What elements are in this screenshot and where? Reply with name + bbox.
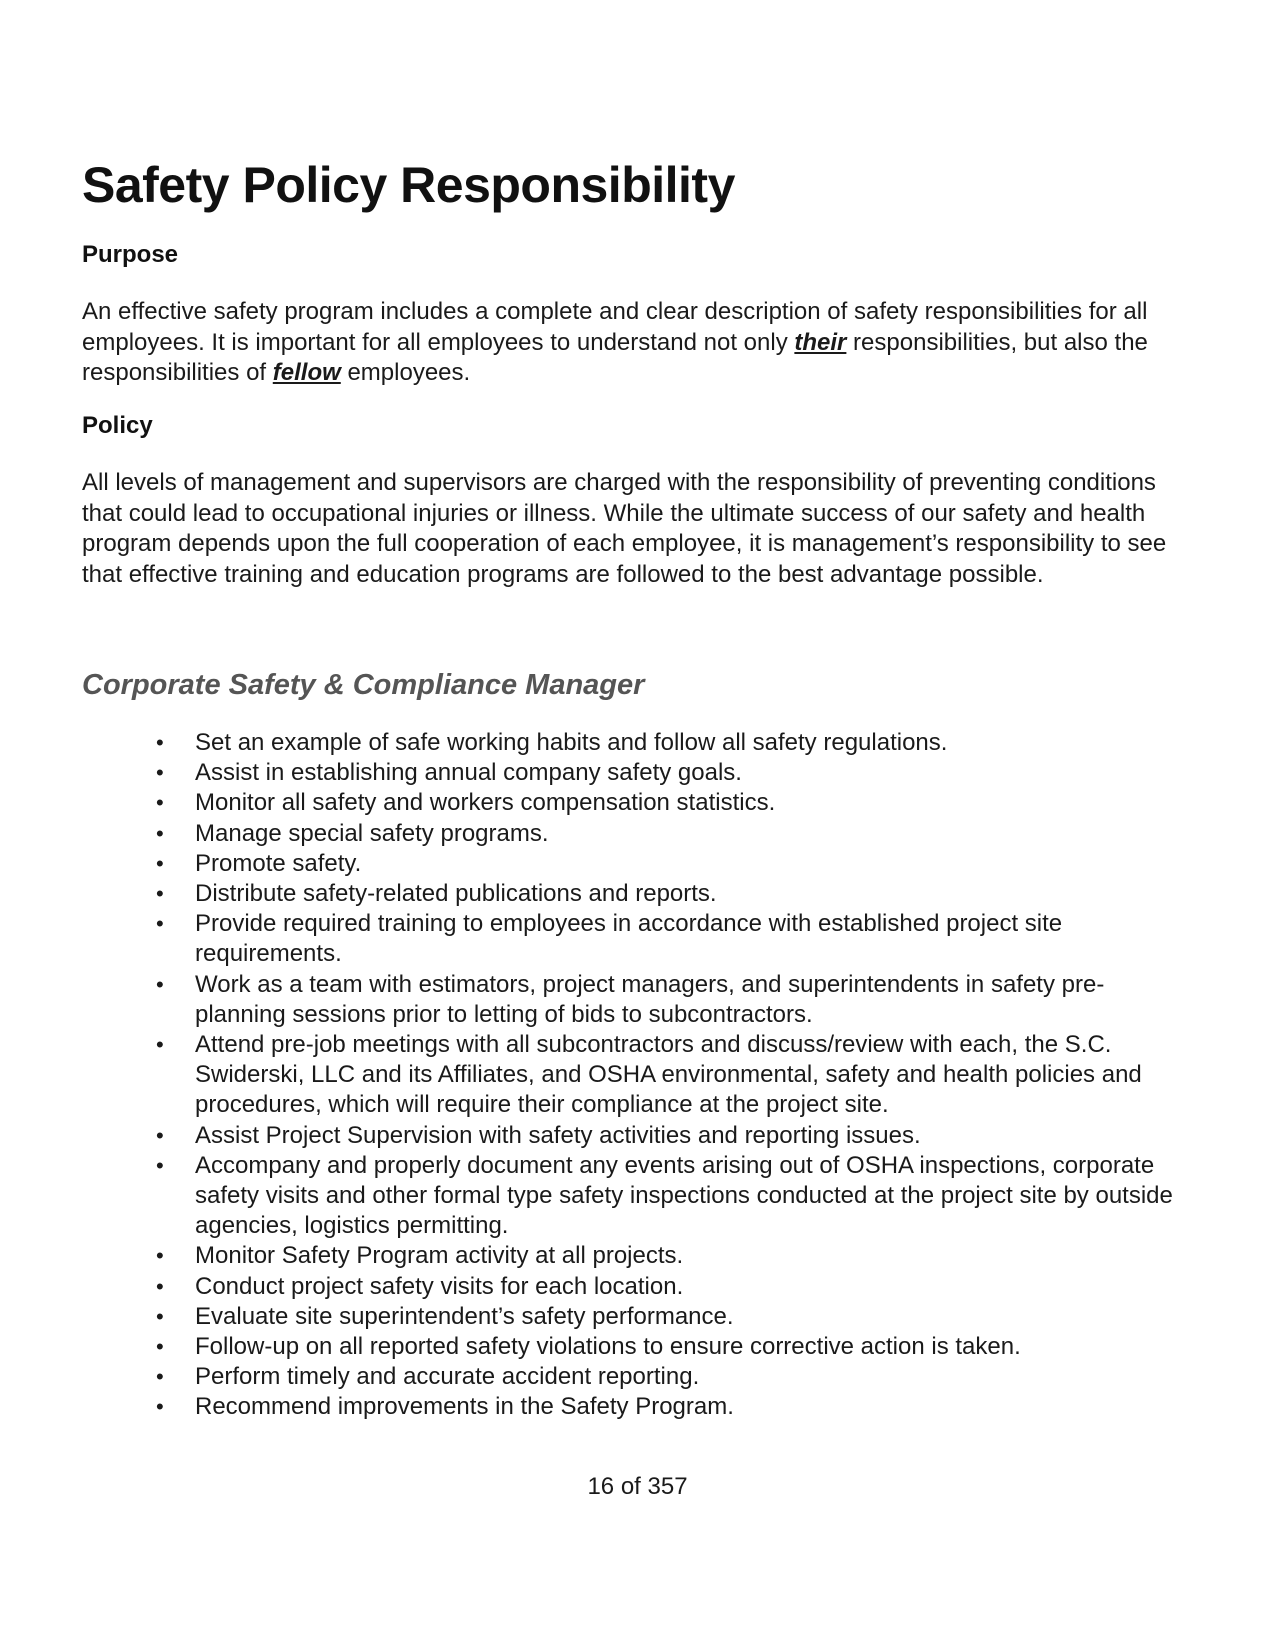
purpose-text-2: responsibilities, but also the responsibilities of	[82, 328, 1148, 386]
list-item-text: Distribute safety-related publications and reports.	[195, 880, 717, 908]
bullet-icon: •	[156, 1032, 164, 1058]
page-title: Safety Policy Responsibility	[82, 157, 735, 213]
emphasis-their: their	[794, 328, 847, 356]
list-item-text: Work as a team with estimators, project managers, and superintendents in safety pre-planning sessions prior to letting of bids to subcontractors.	[195, 970, 1105, 1028]
list-item-text: Monitor all safety and workers compensation statistics.	[195, 789, 776, 817]
bullet-icon: •	[156, 1364, 164, 1390]
purpose-text-1: An effective safety program includes a complete and clear description of safety responsibilities for all employees. It is important for all employees to understand not only	[82, 298, 1148, 356]
list-item	[82, 1121, 1192, 1151]
bullet-icon: •	[156, 820, 164, 846]
page-number: 16 of 357	[587, 1473, 688, 1500]
bullet-icon: •	[156, 1394, 164, 1420]
bullet-icon: •	[156, 1152, 164, 1178]
list-item	[82, 1332, 1192, 1362]
list-item	[82, 788, 1192, 818]
list-item-text: Assist in establishing annual company safety goals.	[195, 759, 742, 787]
emphasis-fellow: fellow	[272, 359, 341, 386]
list-item	[82, 728, 1192, 758]
list-item-text: Attend pre-job meetings with all subcontractors and discuss/review with each, the S.C. Swiderski, LLC and its Affiliates, and OSHA environmental, safety and health policies and procedures, which will require their compliance at the project site.	[195, 1031, 1142, 1119]
list-item-text: Promote safety.	[195, 849, 362, 877]
bullet-icon: •	[156, 1334, 164, 1360]
list-item	[82, 1362, 1192, 1392]
bullet-icon: •	[156, 911, 164, 937]
list-item-text: Recommend improvements in the Safety Program.	[195, 1393, 734, 1421]
list-item	[82, 849, 1192, 879]
bullet-icon: •	[156, 1122, 164, 1148]
responsibilities-list	[82, 728, 1192, 1423]
bullet-icon: •	[156, 1303, 164, 1329]
purpose-text-3: employees.	[340, 359, 471, 386]
list-item-text: Monitor Safety Program activity at all projects.	[195, 1242, 684, 1270]
bullet-icon: •	[156, 790, 164, 816]
policy-heading: Policy	[82, 412, 153, 439]
list-item-text: Manage special safety programs.	[195, 819, 549, 847]
list-item-text: Perform timely and accurate accident reporting.	[195, 1363, 700, 1391]
list-item	[82, 879, 1192, 909]
purpose-paragraph	[82, 297, 1192, 389]
list-item	[82, 1302, 1192, 1332]
list-item	[82, 1392, 1192, 1422]
bullet-icon: •	[156, 1273, 164, 1299]
list-item	[82, 909, 1192, 969]
list-item-text: Provide required training to employees in accordance with established project site requirements.	[195, 910, 1063, 968]
list-item-text: Set an example of safe working habits and follow all safety regulations.	[195, 729, 948, 756]
bullet-icon: •	[156, 971, 164, 997]
bullet-icon: •	[156, 730, 164, 755]
section-heading: Corporate Safety & Compliance Manager	[82, 669, 645, 701]
list-item-text: Follow-up on all reported safety violations to ensure corrective action is taken.	[195, 1333, 1021, 1361]
purpose-heading: Purpose	[82, 241, 179, 268]
list-item	[82, 758, 1192, 788]
list-item-text: Assist Project Supervision with safety activities and reporting issues.	[195, 1121, 921, 1149]
bullet-icon: •	[156, 760, 164, 786]
bullet-icon: •	[156, 850, 164, 876]
list-item	[82, 1151, 1192, 1242]
list-item-text: Evaluate site superintendent’s safety performance.	[195, 1302, 734, 1330]
bullet-icon: •	[156, 881, 164, 907]
list-item	[82, 819, 1192, 849]
list-item	[82, 1030, 1192, 1121]
list-item	[82, 970, 1192, 1030]
list-item	[82, 1241, 1192, 1271]
bullet-icon: •	[156, 1243, 164, 1269]
list-item-text: Accompany and properly document any events arising out of OSHA inspections, corporate safety visits and other formal type safety inspections conducted at the project site by outside agencies, logistics permitting.	[195, 1151, 1173, 1240]
policy-paragraph: All levels of management and supervisors are charged with the responsibility of preventing conditions that could lead to occupational injuries or illness. While the ultimate success of our safety and health program depends upon the full cooperation of each employee, it is management’s responsibility to see that effective training and education programs are followed to the best advantage possible.	[82, 469, 1167, 588]
list-item	[82, 1272, 1192, 1302]
list-item-text: Conduct project safety visits for each location.	[195, 1272, 684, 1300]
